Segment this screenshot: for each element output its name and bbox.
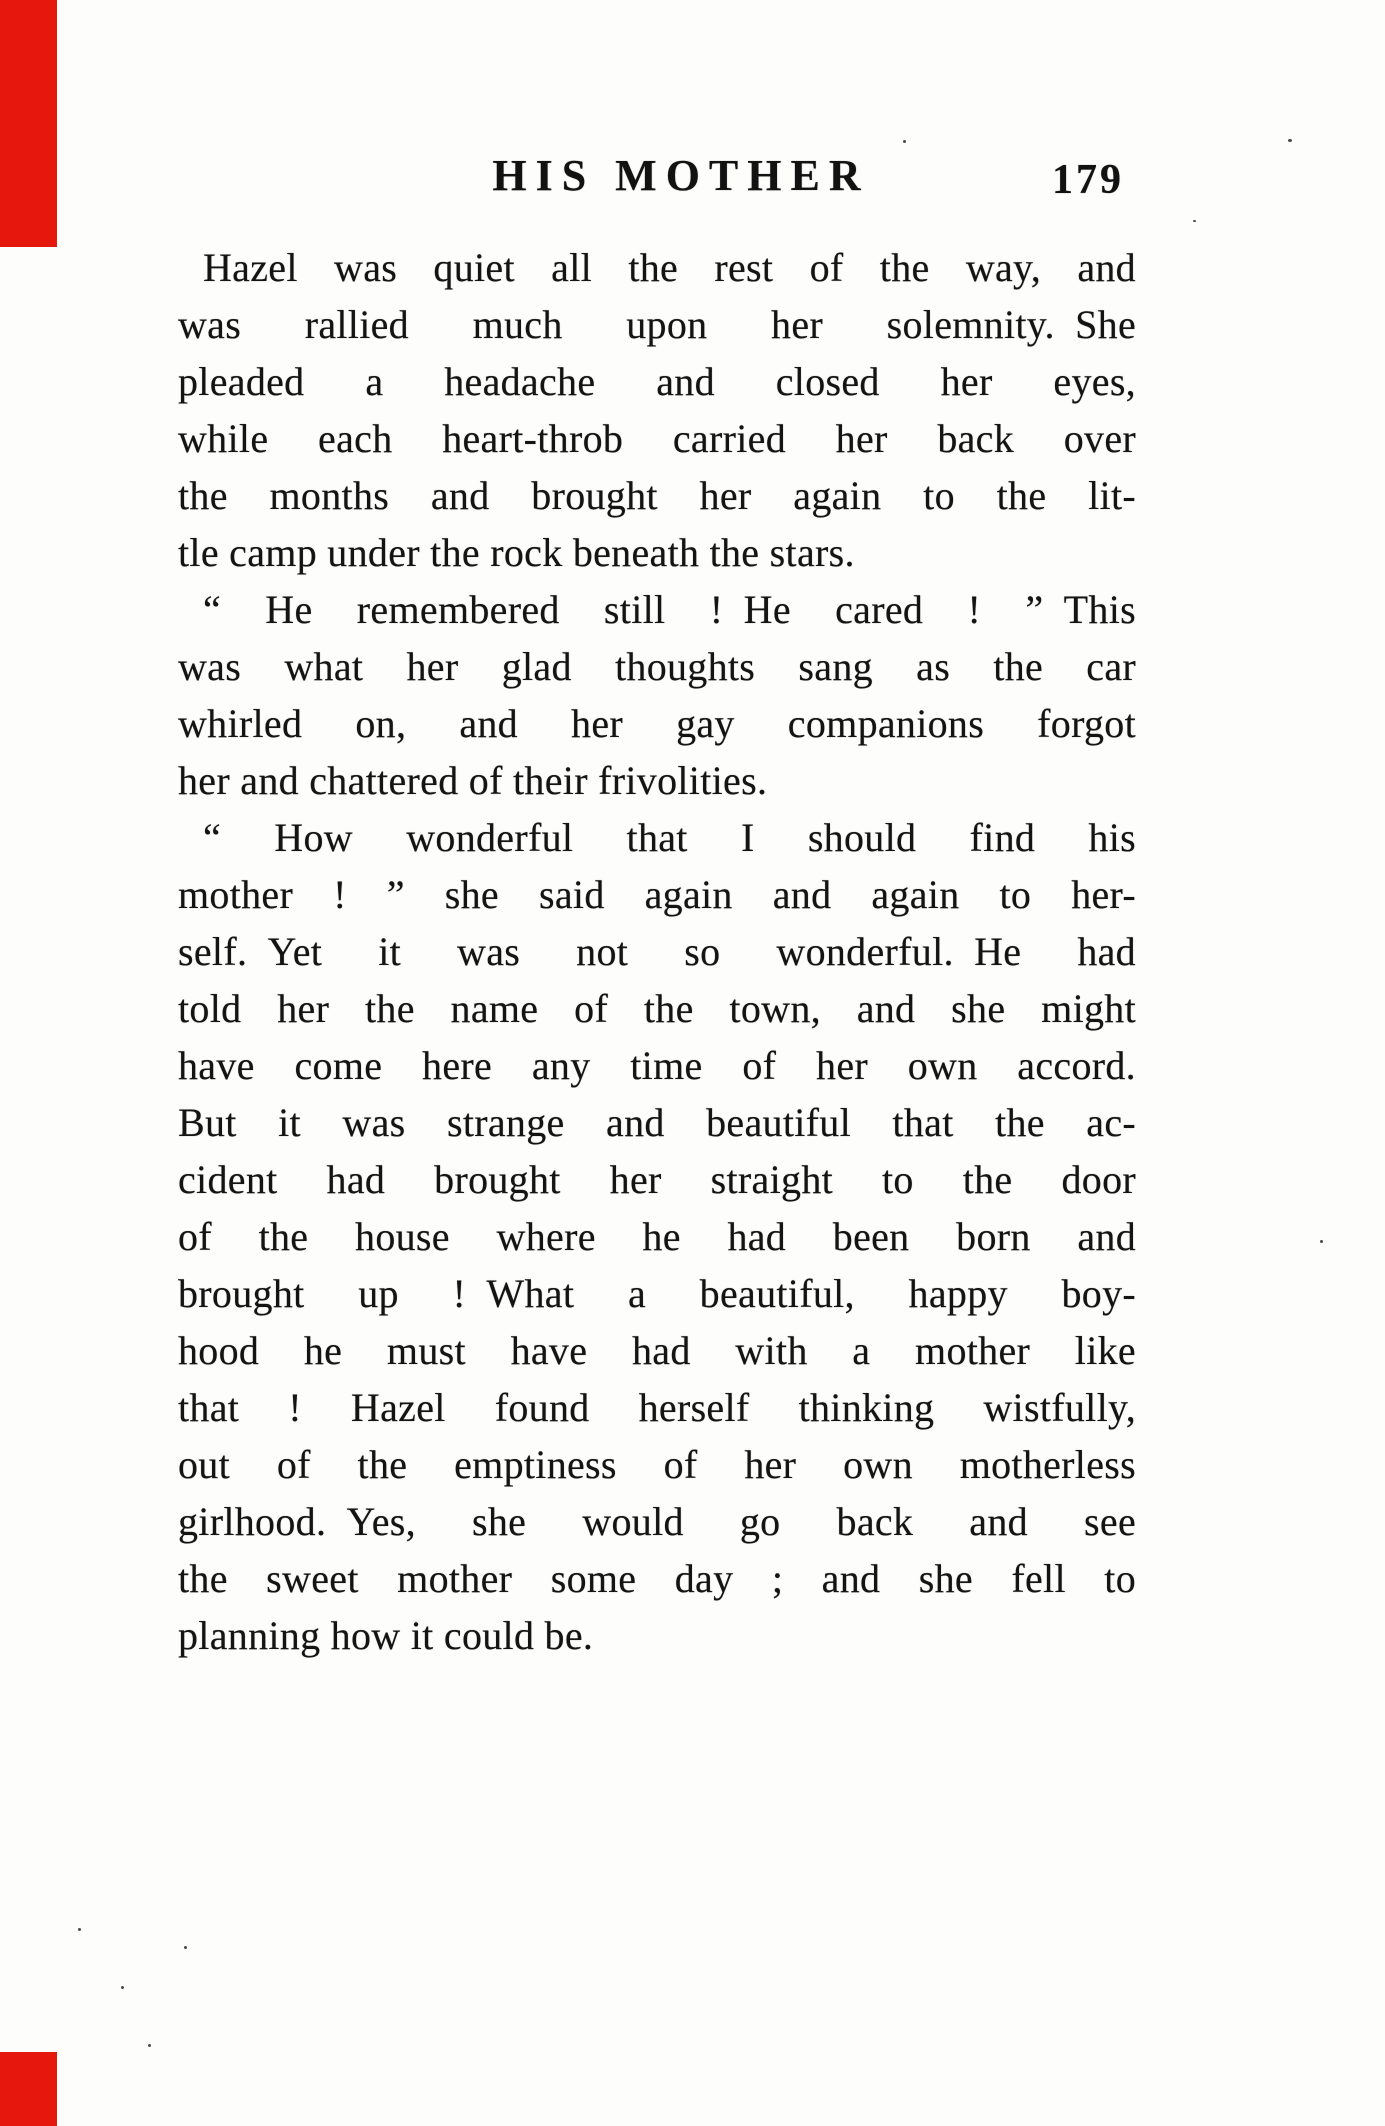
scan-edge-artifact-bottom [0,2052,57,2126]
scan-speck [121,1986,124,1989]
text-line: hood he must have had with a mother like [178,1328,1136,1373]
scan-speck [78,1928,81,1931]
text-line: the months and brought her again to the lit- [178,473,1136,518]
text-line: brought up ! What a beautiful, happy boy- [178,1271,1136,1316]
text-line: mother ! ” she said again and again to her- [178,872,1136,917]
scan-speck [1320,1240,1323,1243]
text-line: while each heart-throb carried her back over [178,416,1136,461]
running-header [178,150,1136,208]
text-line: But it was strange and beautiful that the ac- [178,1100,1136,1145]
text-line: the sweet mother some day ; and she fell to [178,1556,1136,1601]
scan-speck [148,2044,151,2047]
text-line: her and chattered of their frivolities. [178,758,768,803]
page-number: 179 [1052,157,1124,203]
text-line: of the house where he had been born and [178,1214,1136,1259]
text-line: was rallied much upon her solemnity. She [178,302,1136,347]
text-line: planning how it could be. [178,1613,594,1658]
text-line: Hazel was quiet all the rest of the way, and [203,245,1136,290]
text-line: pleaded a headache and closed her eyes, [178,359,1136,404]
text-line: “ He remembered still ! He cared ! ” This [203,587,1136,632]
scan-speck [1193,220,1196,222]
text-line: self. Yet it was not so wonderful. He had [178,929,1136,974]
chapter-title: HIS MOTHER [492,151,870,200]
body-text [178,239,1136,1664]
text-line: out of the emptiness of her own motherless [178,1442,1136,1487]
text-line: told her the name of the town, and she might [178,986,1136,1031]
text-line: tle camp under the rock beneath the stars. [178,530,855,575]
scan-speck [903,140,906,143]
text-line: “ How wonderful that I should find his [203,815,1136,860]
text-line: have come here any time of her own accord. [178,1043,1136,1088]
text-line: was what her glad thoughts sang as the car [178,644,1136,689]
scan-speck [184,1946,187,1949]
text-line: whirled on, and her gay companions forgot [178,701,1136,746]
scan-speck [1288,139,1292,142]
text-line: girlhood. Yes, she would go back and see [178,1499,1136,1544]
text-line: that ! Hazel found herself thinking wistfully, [178,1385,1136,1430]
text-line: cident had brought her straight to the door [178,1157,1136,1202]
scan-edge-artifact-top [0,0,57,247]
